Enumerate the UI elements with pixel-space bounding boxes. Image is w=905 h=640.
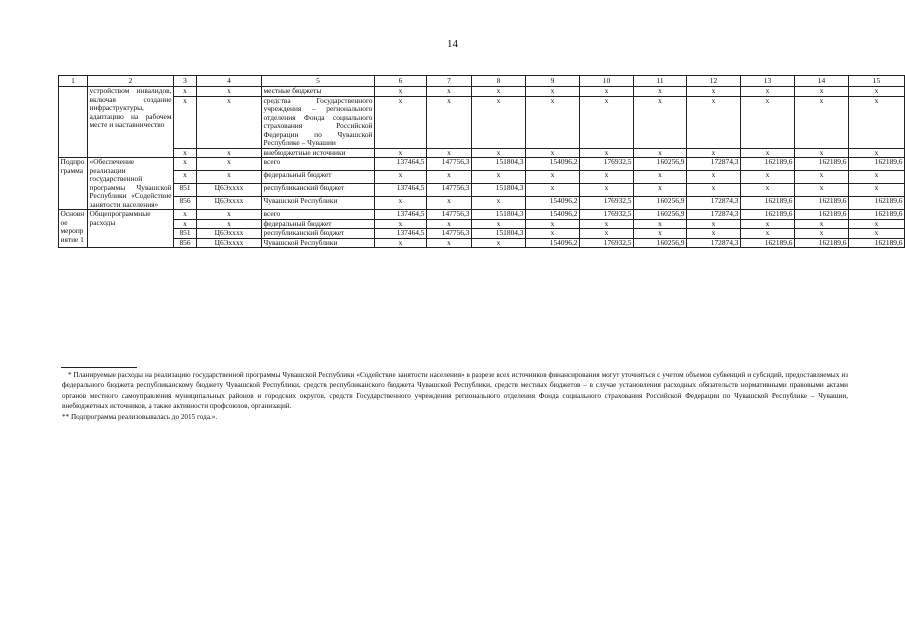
amount-cell: x (472, 219, 526, 229)
amount-cell: x (375, 219, 427, 229)
amount-cell: 176932,5 (580, 197, 634, 210)
header-cell-15: 15 (849, 76, 905, 87)
amount-cell: x (634, 229, 687, 239)
amount-cell: x (795, 87, 849, 97)
amount-cell: x (634, 171, 687, 184)
footnote-1: * Планируемые расходы на реализацию государственной программы Чувашской Республики «Содействие занятости населения» в разрезе всех источников финансирования могут уточняться с учетом объемов субвенций и субсидий, предоставляемых из федерального бюджета республиканскому бюджету Чувашской Республики, средств республиканского бюджета Чувашской Республики, средств местных бюджетов – в случае установления расходных обязательств нормативными правовыми актами органов местного самоуправления муниципальных районов и городских округов, средств Государственного учреждения регионального отделения Фонда социального страхования Российской Федерации по Чувашской Республике – Чувашии, внебюджетных источников, а также активности профсоюзов, организаций. (62, 371, 848, 411)
table-row (59, 148, 905, 158)
amount-cell: x (472, 171, 526, 184)
amount-cell: 176932,5 (580, 238, 634, 248)
amount-cell: 162189,6 (795, 197, 849, 210)
ministry-code-cell: 856 (174, 197, 197, 210)
ministry-code-cell: 856 (174, 238, 197, 248)
target-article-cell: x (197, 210, 262, 220)
table-row (59, 171, 905, 184)
header-cell-5: 5 (262, 76, 375, 87)
amount-cell: x (526, 87, 580, 97)
amount-cell: x (427, 219, 472, 229)
amount-cell: x (526, 229, 580, 239)
amount-cell: x (741, 219, 795, 229)
amount-cell: x (580, 148, 634, 158)
amount-cell: x (741, 87, 795, 97)
amount-cell: x (849, 219, 905, 229)
amount-cell: x (795, 184, 849, 197)
amount-cell: 162189,6 (795, 210, 849, 220)
target-article-cell: x (197, 148, 262, 158)
header-cell-6: 6 (375, 76, 427, 87)
target-article-cell: x (197, 171, 262, 184)
amount-cell: 162189,6 (795, 158, 849, 171)
table-body (59, 76, 905, 248)
funding-source-cell: федеральный бюджет (262, 171, 375, 184)
header-cell-12: 12 (687, 76, 741, 87)
footnote-2: ** Подпрограмма реализовывалась до 2015 года.». (62, 412, 218, 421)
amount-cell: x (375, 96, 427, 148)
amount-cell: 137464,5 (375, 158, 427, 171)
amount-cell: x (580, 229, 634, 239)
funding-source-cell: внебюджетные источники (262, 148, 375, 158)
amount-cell: x (580, 219, 634, 229)
amount-cell: x (741, 96, 795, 148)
amount-cell: x (526, 171, 580, 184)
funding-source-cell: республиканский бюджет (262, 229, 375, 239)
amount-cell: x (687, 148, 741, 158)
header-cell-8: 8 (472, 76, 526, 87)
amount-cell: x (849, 96, 905, 148)
amount-cell: x (375, 87, 427, 97)
amount-cell: 147756,3 (427, 158, 472, 171)
amount-cell: 154096,2 (526, 158, 580, 171)
footnote-separator (61, 367, 137, 368)
funding-source-cell: Чувашской Республики (262, 197, 375, 210)
amount-cell: x (472, 197, 526, 210)
target-article-cell: Ц6Эхххх (197, 197, 262, 210)
amount-cell: x (741, 229, 795, 239)
header-row (59, 76, 905, 87)
amount-cell: 162189,6 (741, 238, 795, 248)
target-article-cell: x (197, 158, 262, 171)
funding-source-cell: всего (262, 158, 375, 171)
header-cell-11: 11 (634, 76, 687, 87)
amount-cell: x (375, 197, 427, 210)
amount-cell: x (427, 96, 472, 148)
amount-cell: x (427, 171, 472, 184)
ministry-code-cell: x (174, 96, 197, 148)
ministry-code-cell: x (174, 219, 197, 229)
amount-cell: 172874,3 (687, 197, 741, 210)
amount-cell: 147756,3 (427, 210, 472, 220)
amount-cell: x (795, 148, 849, 158)
target-article-cell: Ц6Эхххх (197, 229, 262, 239)
table-row (59, 184, 905, 197)
amount-cell: x (375, 171, 427, 184)
amount-cell: x (741, 184, 795, 197)
amount-cell: 154096,2 (526, 197, 580, 210)
amount-cell: x (427, 238, 472, 248)
table-row (59, 96, 905, 148)
amount-cell: x (795, 219, 849, 229)
amount-cell: x (472, 87, 526, 97)
amount-cell: 151804,3 (472, 229, 526, 239)
amount-cell: 162189,6 (849, 158, 905, 171)
amount-cell: 160256,9 (634, 238, 687, 248)
amount-cell: 172874,3 (687, 210, 741, 220)
subprogram-group-type: Подпрограмма (59, 158, 88, 210)
table-row (59, 219, 905, 229)
amount-cell: 137464,5 (375, 229, 427, 239)
table-row (59, 229, 905, 239)
header-cell-10: 10 (580, 76, 634, 87)
amount-cell: x (472, 238, 526, 248)
header-cell-3: 3 (174, 76, 197, 87)
amount-cell: 162189,6 (741, 210, 795, 220)
target-article-cell: x (197, 219, 262, 229)
ministry-code-cell: 851 (174, 229, 197, 239)
amount-cell: x (795, 229, 849, 239)
ministry-code-cell: x (174, 87, 197, 97)
amount-cell: 137464,5 (375, 184, 427, 197)
table-row (59, 210, 905, 220)
amount-cell: 137464,5 (375, 210, 427, 220)
amount-cell: 162189,6 (849, 210, 905, 220)
amount-cell: x (526, 219, 580, 229)
amount-cell: 160256,9 (634, 158, 687, 171)
ministry-code-cell: x (174, 210, 197, 220)
amount-cell: x (634, 96, 687, 148)
ministry-code-cell: x (174, 171, 197, 184)
table-row (59, 158, 905, 171)
ministry-code-cell: 851 (174, 184, 197, 197)
amount-cell: x (634, 219, 687, 229)
ministry-code-cell: x (174, 158, 197, 171)
amount-cell: x (526, 184, 580, 197)
header-cell-4: 4 (197, 76, 262, 87)
funding-source-cell: республиканский бюджет (262, 184, 375, 197)
target-article-cell: x (197, 96, 262, 148)
header-cell-9: 9 (526, 76, 580, 87)
amount-cell: 162189,6 (795, 238, 849, 248)
table-row (59, 87, 905, 97)
subprogram-group-title: «Обеспечение реализации государственной программы Чувашской Республики «Содействие занятости населения» (89, 157, 172, 209)
budget-table (58, 75, 905, 248)
amount-cell: x (687, 87, 741, 97)
footnotes (62, 370, 848, 422)
amount-cell: 160256,9 (634, 197, 687, 210)
main-measure-group-title: Общепрограммные расходы (88, 210, 174, 248)
amount-cell: x (849, 229, 905, 239)
amount-cell: x (687, 96, 741, 148)
amount-cell: 147756,3 (427, 229, 472, 239)
amount-cell: 162189,6 (849, 197, 905, 210)
amount-cell: x (687, 184, 741, 197)
amount-cell: x (472, 96, 526, 148)
funding-source-cell: всего (262, 210, 375, 220)
amount-cell: x (849, 184, 905, 197)
amount-cell: 162189,6 (741, 158, 795, 171)
amount-cell: x (687, 219, 741, 229)
header-cell-2: 2 (88, 76, 174, 87)
funding-source-cell: средства Государственного учреждения – регионального отделения Фонда социального страхования Российской Федерации по Чувашской Республике – Чувашии (263, 96, 373, 148)
page-number: 14 (447, 38, 458, 50)
amount-cell: x (634, 148, 687, 158)
amount-cell: x (687, 171, 741, 184)
amount-cell: x (795, 171, 849, 184)
target-article-cell: Ц6Эхххх (197, 184, 262, 197)
amount-cell: x (580, 171, 634, 184)
ministry-code-cell: x (174, 148, 197, 158)
target-article-cell: Ц6Эхххх (197, 238, 262, 248)
amount-cell: 176932,5 (580, 210, 634, 220)
amount-cell: x (427, 148, 472, 158)
target-article-cell: x (197, 87, 262, 97)
amount-cell: 154096,2 (526, 210, 580, 220)
funding-source-cell: местные бюджеты (262, 87, 375, 97)
amount-cell: x (849, 87, 905, 97)
funding-source-cell: Чувашской Республики (262, 238, 375, 248)
amount-cell: 162189,6 (741, 197, 795, 210)
amount-cell: 147756,3 (427, 184, 472, 197)
amount-cell: x (580, 96, 634, 148)
amount-cell: x (427, 197, 472, 210)
amount-cell: x (849, 171, 905, 184)
header-cell-7: 7 (427, 76, 472, 87)
main-measure-group-type: Основное мероприятие 1 (59, 210, 88, 248)
amount-cell: 172874,3 (687, 238, 741, 248)
amount-cell: x (427, 87, 472, 97)
header-cell-14: 14 (795, 76, 849, 87)
funding-source-cell: федеральный бюджет (262, 219, 375, 229)
amount-cell: 172874,3 (687, 158, 741, 171)
amount-cell: 160256,9 (634, 210, 687, 220)
continuation-group-title: устройством инвалидов, включая создание инфраструктуры, адаптацию на рабочем месте и наставничество (88, 87, 174, 158)
amount-cell: x (634, 184, 687, 197)
amount-cell: x (634, 87, 687, 97)
amount-cell: x (741, 171, 795, 184)
header-cell-1: 1 (59, 76, 88, 87)
amount-cell: 176932,5 (580, 158, 634, 171)
amount-cell: x (741, 148, 795, 158)
amount-cell: x (849, 148, 905, 158)
amount-cell: x (580, 87, 634, 97)
amount-cell: 154096,2 (526, 238, 580, 248)
amount-cell: x (375, 148, 427, 158)
table-row (59, 197, 905, 210)
amount-cell: x (472, 148, 526, 158)
amount-cell: x (526, 96, 580, 148)
continuation-group-type (59, 87, 88, 158)
header-cell-13: 13 (741, 76, 795, 87)
amount-cell: x (687, 229, 741, 239)
amount-cell: 151804,3 (472, 184, 526, 197)
amount-cell: 151804,3 (472, 158, 526, 171)
amount-cell: x (375, 238, 427, 248)
amount-cell: x (795, 96, 849, 148)
amount-cell: x (580, 184, 634, 197)
amount-cell: 162189,6 (849, 238, 905, 248)
amount-cell: x (526, 148, 580, 158)
table-row (59, 238, 905, 248)
amount-cell: 151804,3 (472, 210, 526, 220)
